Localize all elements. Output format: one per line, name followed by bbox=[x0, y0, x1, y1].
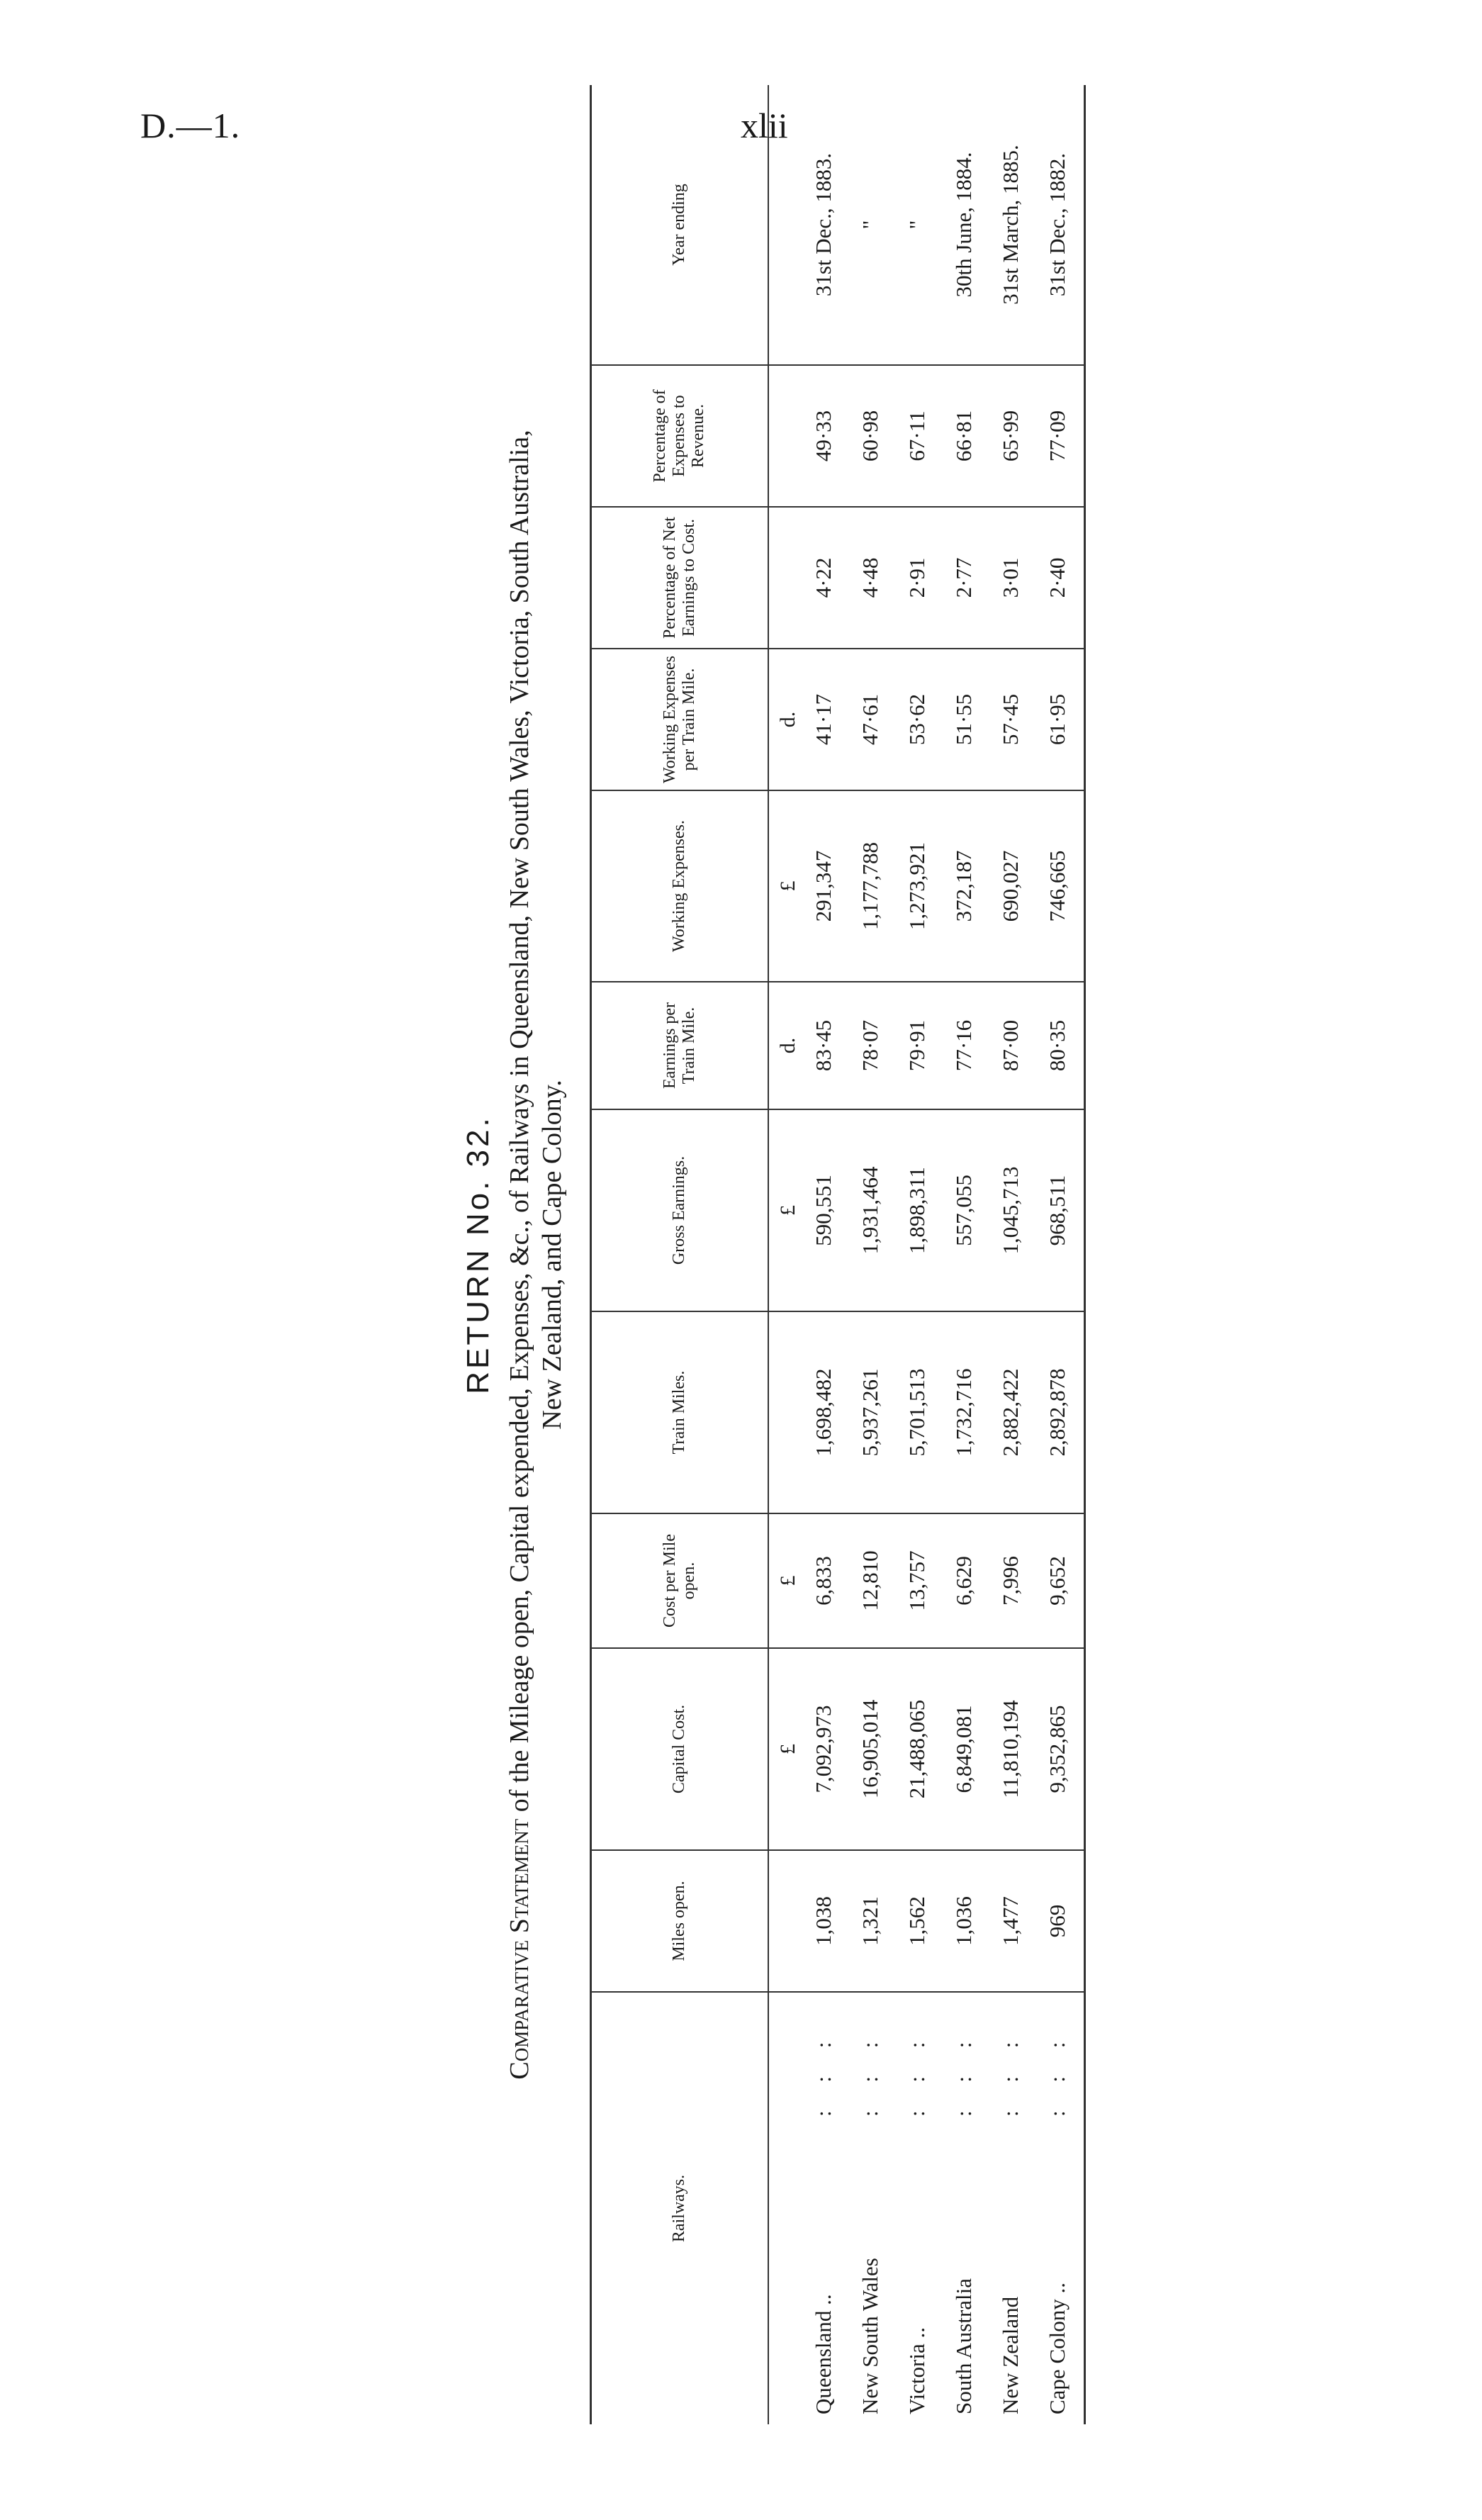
table-cell: 49·33 bbox=[800, 365, 847, 507]
railway-name: New Zealand bbox=[997, 2296, 1023, 2414]
table-cell: 77·16 bbox=[941, 982, 987, 1109]
unit-cell: £ bbox=[768, 790, 800, 982]
table-cell: 6,849,081 bbox=[941, 1648, 987, 1850]
railway-name-cell bbox=[941, 1992, 987, 2424]
header-train-miles: Train Miles. bbox=[591, 1311, 768, 1513]
table-cell: 9,652 bbox=[1034, 1513, 1085, 1648]
table-cell: 11,810,194 bbox=[987, 1648, 1034, 1850]
table-cell: 5,701,513 bbox=[894, 1311, 941, 1513]
unit-cell: £ bbox=[768, 1109, 800, 1311]
header-pct-net-earnings: Percentage of Net Earnings to Cost. bbox=[591, 507, 768, 649]
leader-dots: : : : bbox=[904, 2030, 929, 2117]
table-cell: 4·48 bbox=[847, 507, 894, 649]
table-cell: 1,732,716 bbox=[941, 1311, 987, 1513]
table-cell: 1,045,713 bbox=[987, 1109, 1034, 1311]
page-identifier: D.—1. bbox=[140, 106, 241, 145]
page-number: xlii bbox=[741, 106, 788, 145]
table-cell: 60·98 bbox=[847, 365, 894, 507]
leader-dots: : : : bbox=[997, 2030, 1023, 2117]
table-cell: 1,477 bbox=[987, 1850, 1034, 1992]
table-cell: 2·77 bbox=[941, 507, 987, 649]
railway-name: South Australia bbox=[950, 2278, 976, 2414]
unit-cell bbox=[768, 1992, 800, 2424]
table-cell: 2·40 bbox=[1034, 507, 1085, 649]
table-cell: 79·91 bbox=[894, 982, 941, 1109]
table-cell: 557,055 bbox=[941, 1109, 987, 1311]
table-cell: 2,892,878 bbox=[1034, 1311, 1085, 1513]
table-cell: 969 bbox=[1034, 1850, 1085, 1992]
table-cell: 87·00 bbox=[987, 982, 1034, 1109]
table-row bbox=[894, 85, 941, 2424]
unit-cell: d. bbox=[768, 649, 800, 790]
table-row bbox=[987, 85, 1034, 2424]
table-cell: 7,996 bbox=[987, 1513, 1034, 1648]
table-cell: 13,757 bbox=[894, 1513, 941, 1648]
table-cell: 2·91 bbox=[894, 507, 941, 649]
header-capital-cost: Capital Cost. bbox=[591, 1648, 768, 1850]
table-cell: 1,321 bbox=[847, 1850, 894, 1992]
table-cell: 6,629 bbox=[941, 1513, 987, 1648]
table-cell: 746,665 bbox=[1034, 790, 1085, 982]
table-cell: 1,036 bbox=[941, 1850, 987, 1992]
table-cell: 4·22 bbox=[800, 507, 847, 649]
table-cell: 1,898,311 bbox=[894, 1109, 941, 1311]
table-cell: 77·09 bbox=[1034, 365, 1085, 507]
railway-name: Victoria .. bbox=[904, 2327, 929, 2414]
return-title: RETURN No. 32. bbox=[461, 1115, 495, 1394]
statement-heading bbox=[503, 85, 568, 2424]
railway-name-cell bbox=[987, 1992, 1034, 2424]
table-cell: 590,551 bbox=[800, 1109, 847, 1311]
table-cell: 1,177,788 bbox=[847, 790, 894, 982]
table-row bbox=[941, 85, 987, 2424]
table-cell: 47·61 bbox=[847, 649, 894, 790]
leader-dots: : : : bbox=[950, 2030, 976, 2117]
header-gross-earnings: Gross Earnings. bbox=[591, 1109, 768, 1311]
railway-name-cell bbox=[894, 1992, 941, 2424]
railway-name: Queensland .. bbox=[810, 2294, 836, 2414]
unit-cell bbox=[768, 507, 800, 649]
table-cell: 80·35 bbox=[1034, 982, 1085, 1109]
header-working-expenses-per-train-mile: Working Expenses per Train Mile. bbox=[591, 649, 768, 790]
table-cell: 12,810 bbox=[847, 1513, 894, 1648]
unit-cell bbox=[768, 1311, 800, 1513]
unit-cell bbox=[768, 85, 800, 365]
table-cell: 1,931,464 bbox=[847, 1109, 894, 1311]
table-header-row bbox=[591, 85, 768, 2424]
table-cell: 5,937,261 bbox=[847, 1311, 894, 1513]
table-cell: " bbox=[847, 85, 894, 365]
table-cell: 51·55 bbox=[941, 649, 987, 790]
table-cell: 65·99 bbox=[987, 365, 1034, 507]
header-pct-expenses: Percentage of Expenses to Revenue. bbox=[591, 365, 768, 507]
table-cell: 41·17 bbox=[800, 649, 847, 790]
table-cell: " bbox=[894, 85, 941, 365]
leader-dots: : : : bbox=[810, 2030, 836, 2117]
table-cell: 53·62 bbox=[894, 649, 941, 790]
table-cell: 61·95 bbox=[1034, 649, 1085, 790]
table-cell: 21,488,065 bbox=[894, 1648, 941, 1850]
table-cell: 690,027 bbox=[987, 790, 1034, 982]
header-railways: Railways. bbox=[591, 1992, 768, 2424]
table-cell: 6,833 bbox=[800, 1513, 847, 1648]
railway-comparison-table bbox=[590, 85, 1086, 2424]
table-cell: 291,347 bbox=[800, 790, 847, 982]
table-cell: 2,882,422 bbox=[987, 1311, 1034, 1513]
railway-name-cell bbox=[847, 1992, 894, 2424]
table-cell: 30th June, 1884. bbox=[941, 85, 987, 365]
table-cell: 31st Dec., 1882. bbox=[1034, 85, 1085, 365]
railway-name-cell bbox=[800, 1992, 847, 2424]
statement-continuation: New Zealand, and Cape Colony. bbox=[537, 1080, 567, 1430]
unit-cell bbox=[768, 365, 800, 507]
header-working-expenses: Working Expenses. bbox=[591, 790, 768, 982]
table-cell: 1,038 bbox=[800, 1850, 847, 1992]
table-row bbox=[847, 85, 894, 2424]
table-row bbox=[800, 85, 847, 2424]
unit-cell: £ bbox=[768, 1648, 800, 1850]
table-cell: 968,511 bbox=[1034, 1109, 1085, 1311]
statement-text: of the Mileage open, Capital expended, Expenses, &c., of Railways in Queensland, New South Wales, Victoria, South Australia, bbox=[505, 430, 534, 1813]
leader-dots: : : : bbox=[857, 2030, 882, 2117]
table-cell: 78·07 bbox=[847, 982, 894, 1109]
table-cell: 9,352,865 bbox=[1034, 1648, 1085, 1850]
table-cell: 31st Dec., 1883. bbox=[800, 85, 847, 365]
rotated-return-content bbox=[461, 85, 1482, 2424]
header-miles-open: Miles open. bbox=[591, 1850, 768, 1992]
units-row bbox=[768, 85, 800, 2424]
statement-lead: Comparative Statement bbox=[505, 1818, 534, 2080]
unit-cell: £ bbox=[768, 1513, 800, 1648]
header-cost-per-mile: Cost per Mile open. bbox=[591, 1513, 768, 1648]
table-cell: 372,187 bbox=[941, 790, 987, 982]
header-earnings-per-train-mile: Earnings per Train Mile. bbox=[591, 982, 768, 1109]
table-cell: 57·45 bbox=[987, 649, 1034, 790]
header-year-ending: Year ending bbox=[591, 85, 768, 365]
table-cell: 83·45 bbox=[800, 982, 847, 1109]
leader-dots: : : : bbox=[1044, 2030, 1070, 2117]
table-cell: 3·01 bbox=[987, 507, 1034, 649]
table-cell: 7,092,973 bbox=[800, 1648, 847, 1850]
unit-cell bbox=[768, 1850, 800, 1992]
table-cell: 67·11 bbox=[894, 365, 941, 507]
table-cell: 66·81 bbox=[941, 365, 987, 507]
railway-name-cell bbox=[1034, 1992, 1085, 2424]
table-row bbox=[1034, 85, 1085, 2424]
table-cell: 1,562 bbox=[894, 1850, 941, 1992]
unit-cell: d. bbox=[768, 982, 800, 1109]
railway-name: Cape Colony .. bbox=[1044, 2283, 1070, 2414]
railway-name: New South Wales bbox=[857, 2258, 882, 2414]
table-cell: 16,905,014 bbox=[847, 1648, 894, 1850]
table-cell: 1,273,921 bbox=[894, 790, 941, 982]
table-cell: 1,698,482 bbox=[800, 1311, 847, 1513]
table-cell: 31st March, 1885. bbox=[987, 85, 1034, 365]
